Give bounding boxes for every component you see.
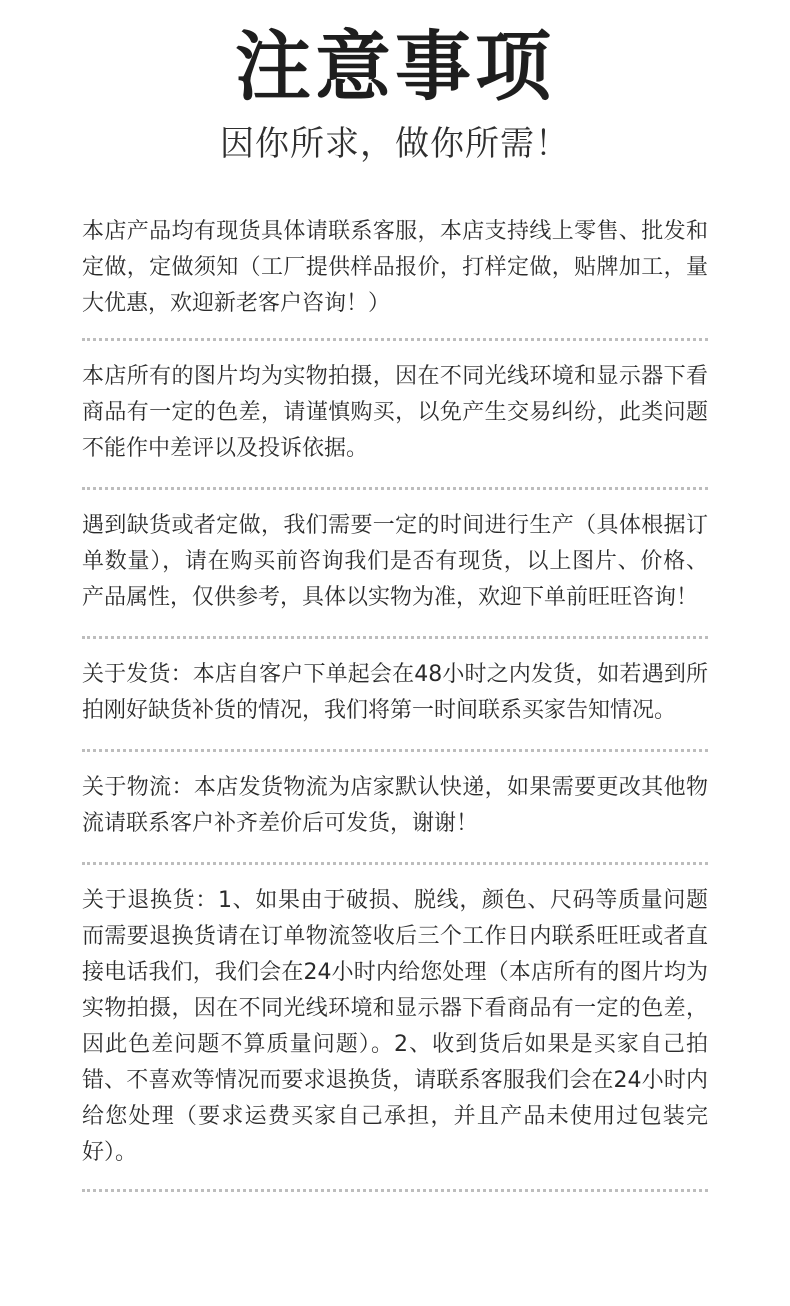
notice-section-shipping: [82, 657, 708, 729]
notice-section-production: [82, 508, 708, 616]
page-subtitle: 因你所求，做你所需！: [220, 124, 570, 164]
notice-text: 关于退换货：1、如果由于破损、脱线，颜色、尺码等质量问题而需要退换货请在订单物流签收后三个工作日内联系旺旺或者直接电话我们，我们会在24小时内给您处理（本店所有的图片均为实物拍摄，因在不同光线环境和显示器下看商品有一定的色差，因此色差问题不算质量问题）。2、收到货后如果是买家自己拍错、不喜欢等情况而要求退换货，请联系客服我们会在24小时内给您处理（要求运费买家自己承担，并且产品未使用过包装完好）。: [82, 888, 708, 1165]
dotted-divider: [82, 749, 708, 752]
notice-text: 关于发货：本店自客户下单起会在48小时之内发货，如若遇到所拍刚好缺货补货的情况，我们将第一时间联系买家告知情况。: [82, 662, 708, 723]
page-title: 注意事项: [235, 22, 555, 111]
notice-section-images: [82, 359, 708, 467]
notice-section-logistics: [82, 770, 708, 842]
notice-list: [82, 214, 708, 1192]
notice-text: 本店所有的图片均为实物拍摄，因在不同光线环境和显示器下看商品有一定的色差，请谨慎购买，以免产生交易纠纷，此类问题不能作中差评以及投诉依据。: [82, 364, 708, 461]
notice-text: 关于物流：本店发货物流为店家默认快递，如果需要更改其他物流请联系客户补齐差价后可发货，谢谢！: [82, 775, 708, 836]
dotted-divider: [82, 862, 708, 865]
dotted-divider: [82, 1189, 708, 1192]
notice-text: 本店产品均有现货具体请联系客服，本店支持线上零售、批发和定做，定做须知（工厂提供样品报价，打样定做，贴牌加工，量大优惠，欢迎新老客户咨询！）: [82, 219, 708, 316]
dotted-divider: [82, 487, 708, 490]
notice-text: 遇到缺货或者定做，我们需要一定的时间进行生产（具体根据订单数量），请在购买前咨询我们是否有现货，以上图片、价格、产品属性，仅供参考，具体以实物为准，欢迎下单前旺旺咨询！: [82, 513, 708, 610]
notice-section-stock: [82, 214, 708, 322]
dotted-divider: [82, 338, 708, 341]
notice-section-returns: [82, 883, 708, 1171]
dotted-divider: [82, 636, 708, 639]
